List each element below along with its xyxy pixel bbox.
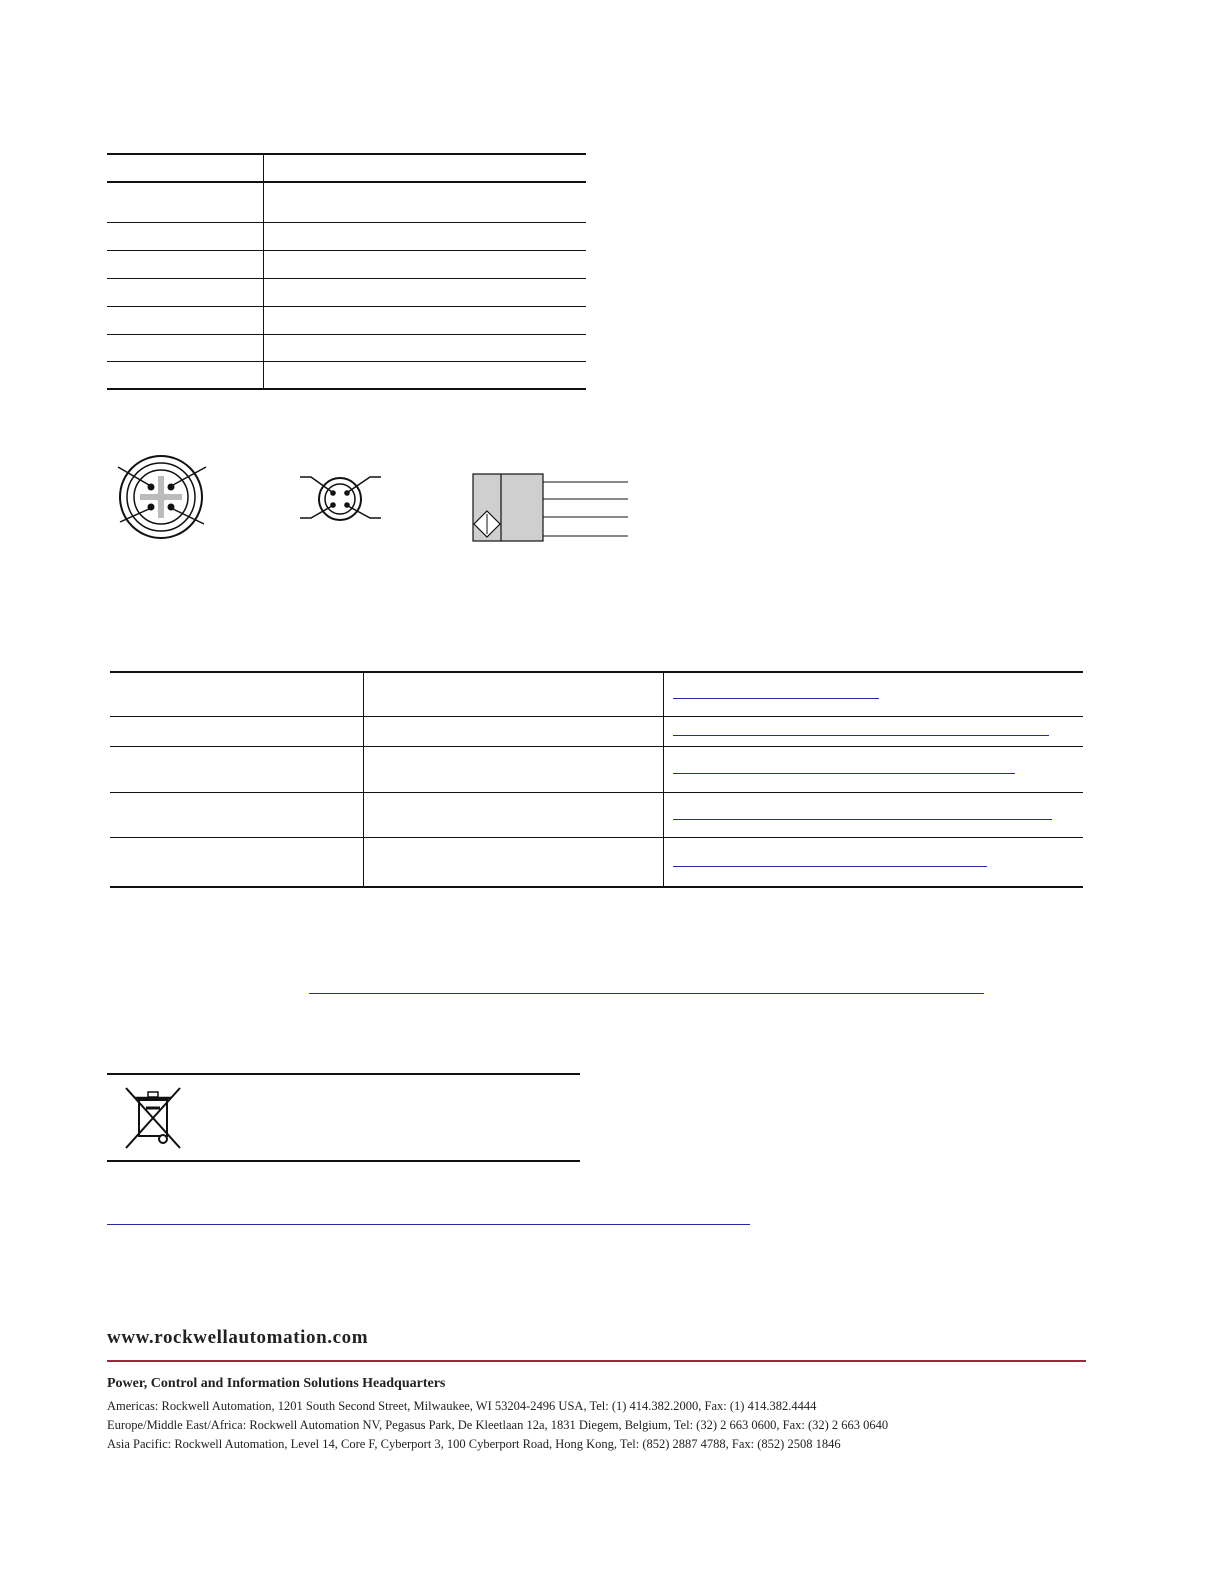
address-americas: Americas: Rockwell Automation, 1201 South Second Street, Milwaukee, WI 53204-2496 USA, Tel: (1) 414.382.2000, Fax: (1) 414.382.4444 xyxy=(107,1399,817,1413)
sensor-wiring-diagram-icon xyxy=(473,474,628,541)
connector-diagrams xyxy=(100,445,660,555)
documentation-link[interactable] xyxy=(309,993,984,994)
footer-divider xyxy=(107,1360,1086,1362)
resource-link-3[interactable] xyxy=(673,773,1015,774)
crossed-out-wheeled-bin-icon xyxy=(122,1086,184,1150)
headquarters-title: Power, Control and Information Solutions Headquarters xyxy=(107,1376,446,1391)
m8-connector-pinout-icon xyxy=(300,477,381,520)
resource-link-4[interactable] xyxy=(673,819,1052,820)
address-emea: Europe/Middle East/Africa: Rockwell Automation NV, Pegasus Park, De Kleetlaan 12a, 1831 Diegem, Belgium, Tel: (32) 2 663 0600, Fax: (32) 2 663 0640 xyxy=(107,1418,889,1432)
website-url[interactable]: www.rockwellautomation.com xyxy=(107,1327,369,1348)
resource-link-2[interactable] xyxy=(673,735,1049,736)
address-asia-pacific: Asia Pacific: Rockwell Automation, Level 14, Core F, Cyberport 3, 100 Cyberport Road, Hong Kong, Tel: (852) 2887 4788, Fax: (852) 2508 1846 xyxy=(107,1437,841,1451)
resource-link-1[interactable] xyxy=(673,698,879,699)
resource-link-5[interactable] xyxy=(673,866,987,867)
m12-connector-pinout-icon xyxy=(118,456,206,538)
recycling-link[interactable] xyxy=(107,1224,750,1225)
